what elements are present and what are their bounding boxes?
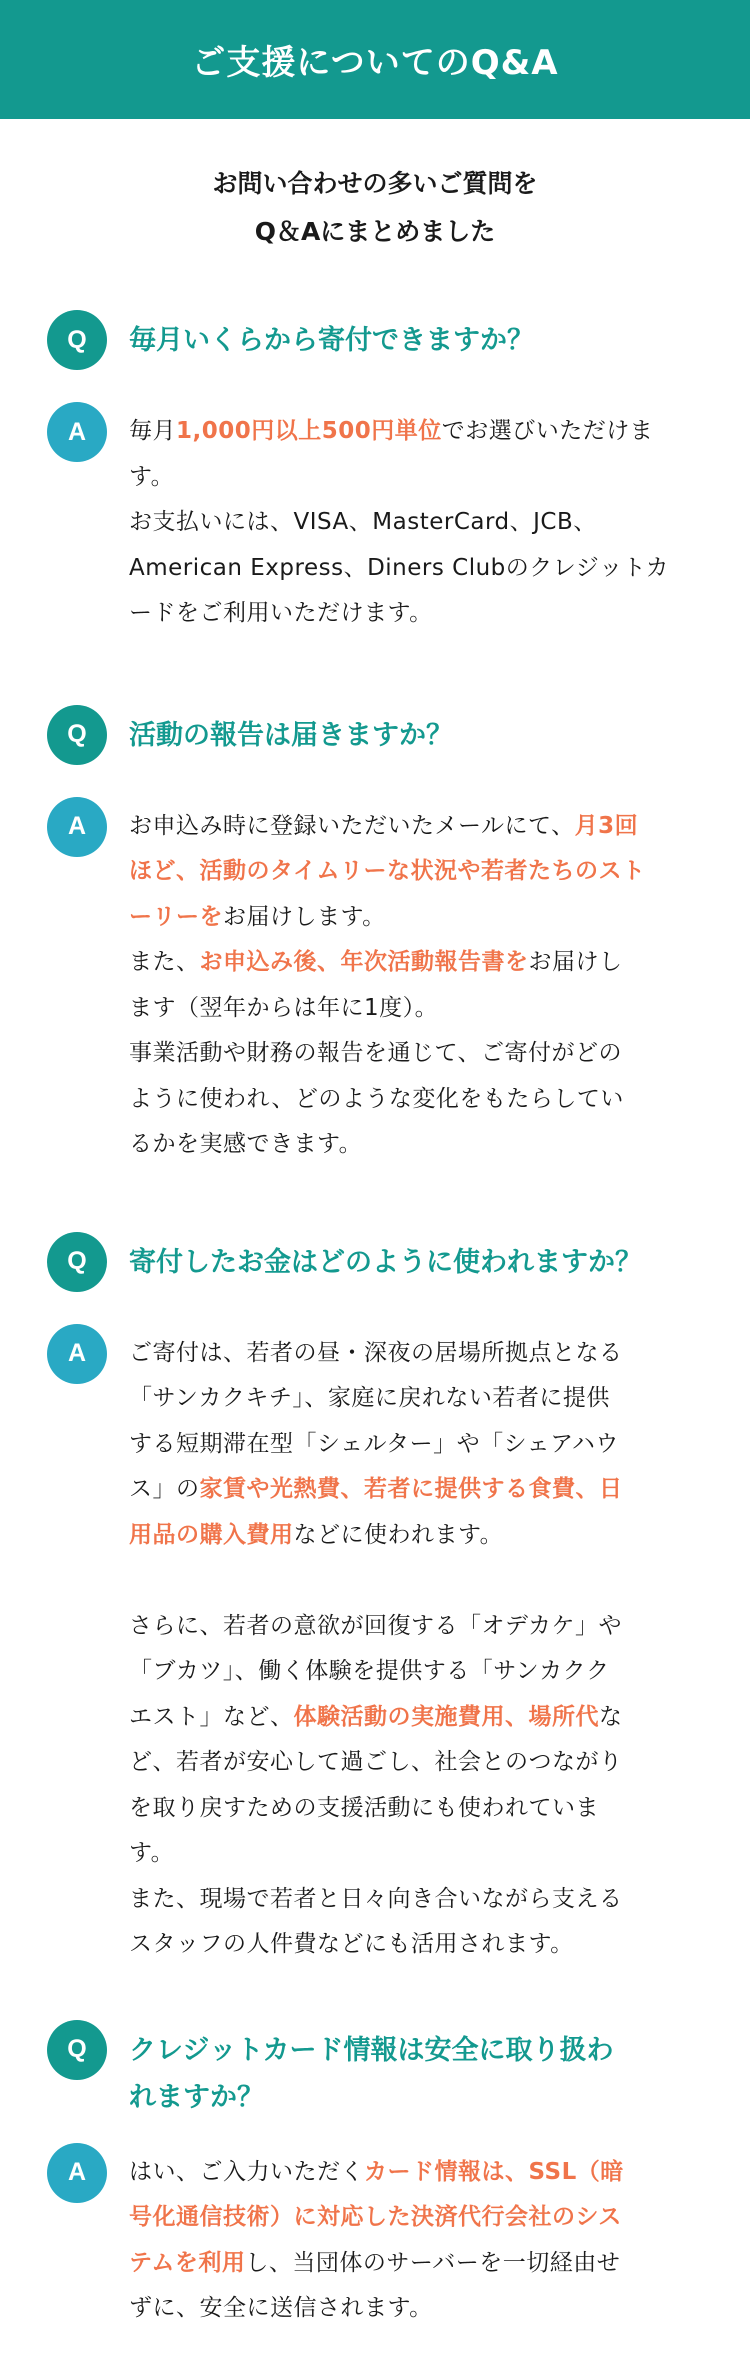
highlight-text: 家賃や光熱費、若者に提供する食費、日 [199, 1476, 623, 1502]
answer-line: ように使われ、どのような変化をもたらしてい [129, 1085, 624, 1112]
answer-line: ほど、活動のタイムリーな状況や若者たちのスト [129, 858, 646, 884]
answer-line: を取り戻すための支援活動にも使われていま [129, 1794, 599, 1821]
answer-line: さらに、若者の意欲が回復する「オデカケ」や [129, 1612, 623, 1639]
page-header [0, 0, 750, 119]
intro-line-2: Q＆Aにまとめました [254, 217, 496, 246]
text: でお選びいただけま [441, 418, 654, 444]
question-row [47, 310, 714, 370]
answer-line [129, 1467, 714, 1513]
highlight-text: お申込み後、年次活動報告書を [199, 949, 529, 975]
qa-item-monthly-amount [47, 310, 714, 637]
answer-line: ずに、安全に送信されます。 [129, 2295, 433, 2321]
intro-line-1: お問い合わせの多いご質問を [212, 169, 538, 198]
question-row [47, 2020, 714, 2121]
intro-text [0, 160, 750, 256]
question-line: クレジットカード情報は安全に取り扱わ [129, 2034, 614, 2066]
answer-row [47, 402, 714, 637]
answer-line: また、現場で若者と日々向き合いながら支える [129, 1885, 623, 1912]
answer-line: 「ブカツ」、働く体験を提供する「サンカクク [129, 1658, 610, 1684]
answer-line [129, 409, 714, 455]
text: お申込み時に登録いただいたメールにて、 [129, 812, 575, 839]
answer-line: す。 [129, 1840, 175, 1866]
answer-row [47, 797, 714, 1168]
answer-badge: A [47, 2143, 107, 2203]
answer-line: ます（翌年からは年に1度）。 [129, 994, 439, 1021]
text: はい、ご入力いただく [129, 2158, 364, 2185]
answer-row [47, 1324, 714, 1968]
highlight-text: 1,000円以上500円単位 [176, 418, 442, 444]
answer-line: 号化通信技術）に対応した決済代行会社のシス [129, 2204, 622, 2230]
answer-line [129, 2150, 714, 2196]
answer-line [129, 804, 714, 850]
question-badge: Q [47, 1232, 107, 1292]
highlight-text: 用品の購入費用 [129, 1521, 294, 1548]
answer-row [47, 2143, 714, 2332]
answer-line [129, 895, 714, 941]
answer-line: 事業活動や財務の報告を通じて、ご寄付がどの [129, 1040, 623, 1066]
qa-list [0, 310, 750, 2332]
question-text [129, 2020, 614, 2121]
text: な [599, 1703, 623, 1730]
paragraph-spacer [129, 1558, 714, 1604]
highlight-text: 体験活動の実施費用、場所代 [293, 1703, 599, 1730]
question-text: 活動の報告は届きますか？ [129, 719, 453, 751]
question-text: 寄付したお金はどのように使われますか？ [129, 1246, 642, 1278]
answer-line: American Express、Diners Clubのクレジットカ [129, 554, 670, 581]
text: エスト」など、 [129, 1703, 294, 1730]
answer-text [129, 2150, 714, 2332]
text: ス」の [129, 1476, 200, 1502]
highlight-text: ーリーを [129, 903, 223, 930]
answer-line: ードをご利用いただけます。 [129, 600, 433, 626]
answer-line: るかを実感できます。 [129, 1131, 363, 1157]
highlight-text: カード情報は、SSL（暗 [364, 2158, 624, 2185]
page-title: ご支援についてのQ&A [191, 43, 559, 83]
text: 毎月 [129, 418, 176, 444]
text: お届けし [528, 949, 623, 975]
question-text: 毎月いくらから寄付できますか？ [129, 325, 534, 356]
text: また、 [129, 949, 200, 975]
question-badge: Q [47, 2020, 107, 2080]
answer-line: ご寄付は、若者の昼・深夜の居場所拠点となる [129, 1339, 623, 1366]
answer-line: ど、若者が安心して過ごし、社会とのつながり [129, 1749, 623, 1775]
answer-text [129, 804, 714, 1168]
answer-line: す。 [129, 463, 175, 490]
question-badge: Q [47, 705, 107, 765]
question-row [47, 1232, 714, 1292]
answer-line [129, 1513, 714, 1559]
question-badge: Q [47, 310, 107, 370]
answer-line: する短期滞在型「シェルター」や「シェアハウ [129, 1430, 619, 1457]
qa-item-fund-usage [47, 1232, 714, 1968]
answer-text [129, 1331, 714, 1968]
answer-line: 「サンカクキチ」、家庭に戻れない若者に提供 [129, 1385, 610, 1411]
answer-badge: A [47, 797, 107, 857]
answer-line: お支払いには、VISA、MasterCard、JCB、 [129, 509, 597, 535]
answer-line [129, 2241, 714, 2287]
text: お届けします。 [223, 903, 386, 930]
text: し、当団体のサーバーを一切経由せ [245, 2249, 621, 2276]
text: などに使われます。 [293, 1521, 504, 1548]
answer-text [129, 409, 714, 637]
question-line: れますか？ [129, 2081, 264, 2113]
answer-line [129, 940, 714, 986]
qa-item-card-security [47, 2020, 714, 2332]
highlight-text: 月3回 [574, 812, 639, 839]
highlight-text: テムを利用 [129, 2249, 246, 2276]
answer-badge: A [47, 402, 107, 462]
answer-badge: A [47, 1324, 107, 1384]
question-row [47, 705, 714, 765]
answer-line [129, 1695, 714, 1741]
qa-item-activity-report [47, 705, 714, 1168]
answer-line: スタッフの人件費などにも活用されます。 [129, 1931, 574, 1957]
